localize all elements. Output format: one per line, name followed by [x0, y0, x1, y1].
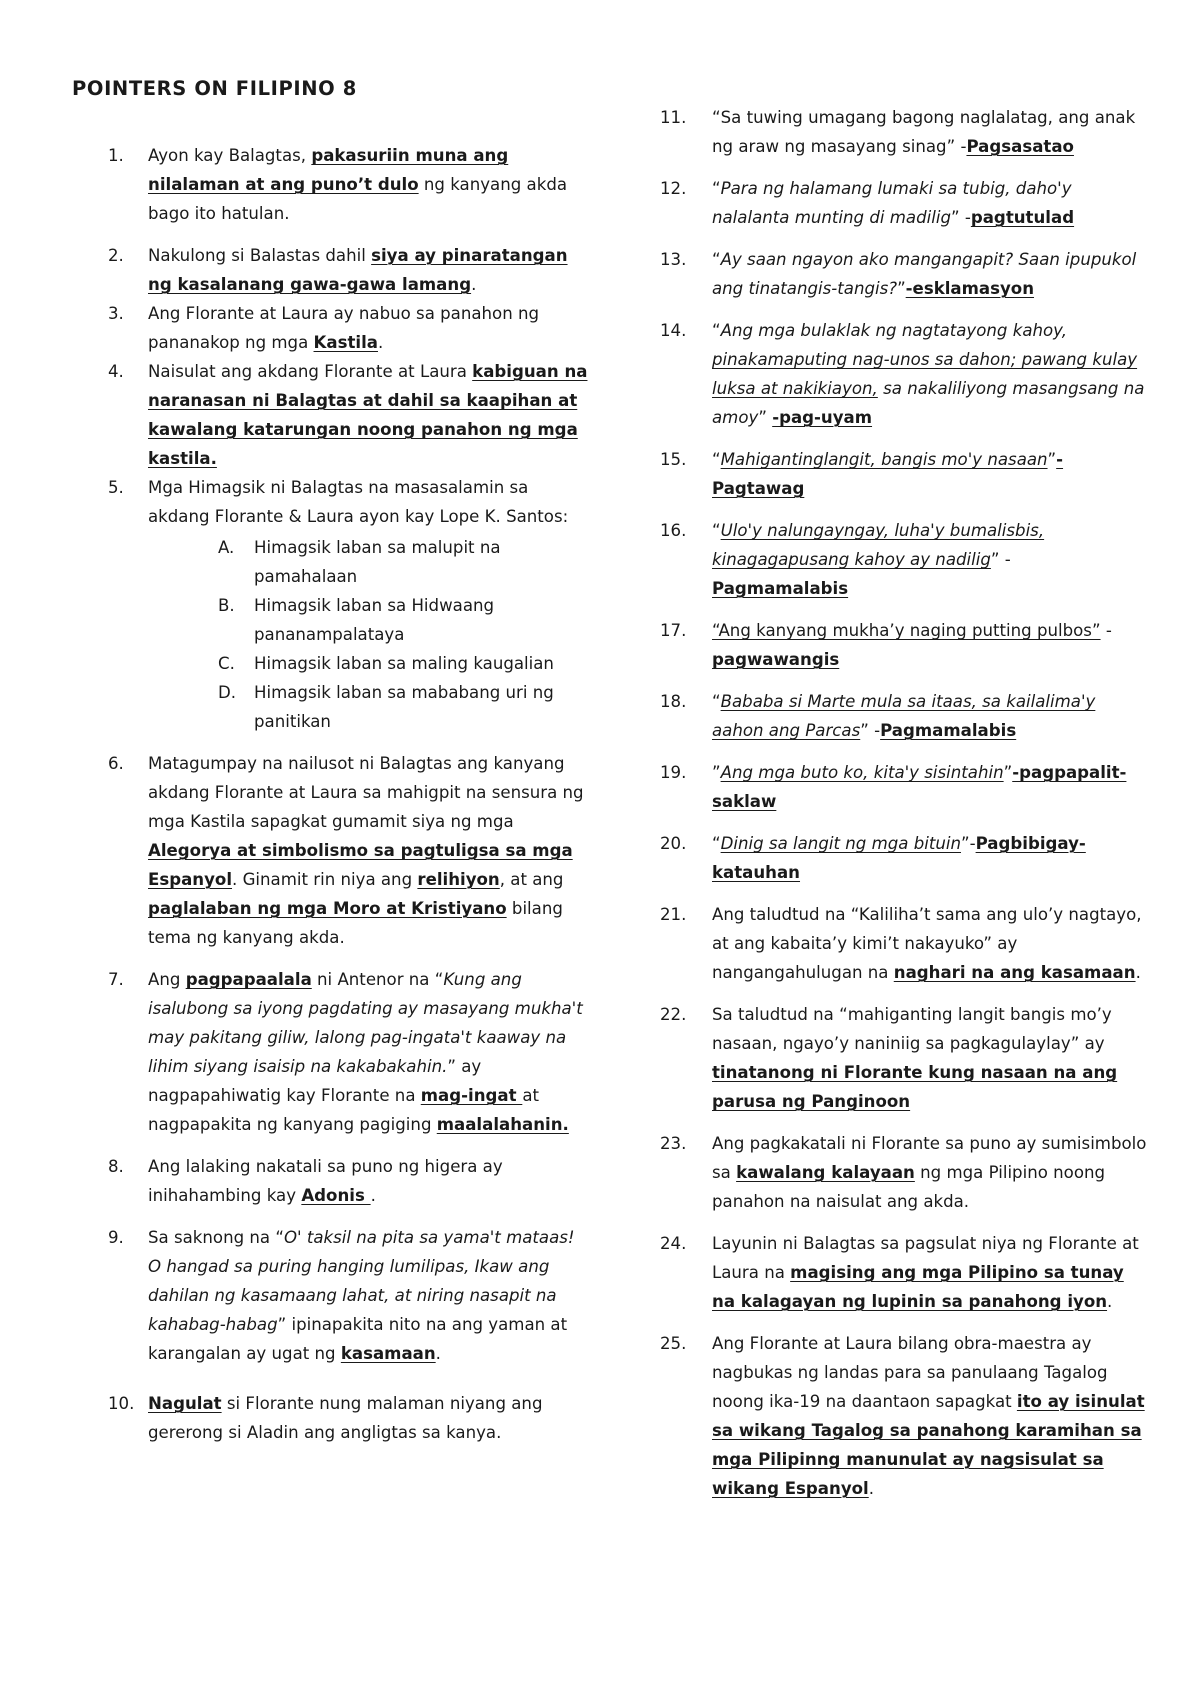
key-answer: naghari na ang kasamaan	[893, 963, 1136, 982]
item-number: 13.	[660, 250, 687, 269]
key-answer: mag-ingat	[420, 1086, 523, 1105]
quoted-verse: Ang mga bulaklak ng nagtatayong kahoy,	[720, 321, 1067, 340]
sub-list	[148, 533, 590, 736]
item-text: ” ay nagpapahiwatig kay Florante na	[148, 1057, 482, 1105]
item-number: 3.	[108, 304, 124, 323]
item-number: 18.	[660, 692, 687, 711]
list-item	[660, 900, 1152, 987]
key-answer: ito ay isinulat sa wikang Tagalog sa panahong karamihan sa mga Pilipinng manunulat ay nagsisulat sa wikang Espanyol	[712, 1392, 1145, 1498]
list-item	[660, 1129, 1152, 1216]
item-text: .	[435, 1344, 441, 1363]
item-text: Layunin ni Balagtas sa pagsulat niya ng Florante at Laura na	[712, 1234, 1139, 1282]
list-item	[108, 1152, 590, 1210]
key-answer: Alegorya at simbolismo sa pagtuligsa sa mga Espanyol	[148, 841, 573, 889]
item-number: 23.	[660, 1134, 687, 1153]
key-answer: kawalang kalayaan	[736, 1163, 915, 1182]
item-text: Ang	[148, 970, 186, 989]
sub-item-letter: A.	[218, 538, 235, 557]
item-number: 15.	[660, 450, 687, 469]
sub-list-item	[218, 591, 590, 649]
item-number: 10.	[108, 1394, 135, 1413]
list-item	[108, 1223, 590, 1368]
item-text: Ang pagkakatali ni Florante sa puno ay sumisimbolo sa	[712, 1134, 1147, 1182]
sub-item-text: Himagsik laban sa mababang uri ng panitikan	[254, 683, 554, 731]
key-answer: pagpapaalala	[185, 970, 312, 989]
sub-list-item	[218, 678, 590, 736]
item-number: 17.	[660, 621, 687, 640]
item-text: ng mga Pilipino noong panahon na naisulat ang akda.	[712, 1163, 1106, 1211]
item-text: .	[377, 333, 384, 352]
sub-list-item	[218, 533, 590, 591]
item-text: . Ginamit rin niya ang	[232, 870, 418, 889]
sub-item-text: Himagsik laban sa Hidwaang pananampalataya	[254, 596, 495, 644]
key-answer: Pagmamalabis	[880, 721, 1017, 740]
item-text: .	[471, 275, 477, 294]
item-text: ni Antenor na “	[311, 970, 444, 989]
list-item	[108, 473, 590, 736]
item-text: Sa taludtud na “mahiganting langit bangis mo’y nasaan, ngayo’y naniniig sa pagkagulaylay” ay	[712, 1005, 1112, 1053]
item-text: “	[712, 250, 721, 269]
list-item	[108, 299, 590, 357]
list-item	[108, 357, 590, 473]
sub-item-letter: C.	[218, 654, 235, 673]
quoted-verse: sa nakaliliyong masangsang na amoy	[712, 379, 1145, 427]
item-text: Ayon kay Balagtas,	[148, 146, 312, 165]
key-answer: Adonis	[301, 1186, 371, 1205]
list-item	[108, 749, 590, 952]
item-text: at nagpapakita ng kanyang pagiging	[148, 1086, 539, 1134]
item-text: -	[1100, 621, 1112, 640]
item-number: 11.	[660, 108, 687, 127]
item-text: .	[1107, 1292, 1113, 1311]
item-text: ”-	[961, 834, 976, 853]
key-answer: Pagbibigay-katauhan	[712, 834, 1086, 882]
quoted-verse-underlined: Ang mga buto ko, kita'y sisintahin	[720, 763, 1004, 782]
key-answer: pakasuriin muna ang nilalaman at ang puno’t dulo	[148, 146, 509, 194]
quoted-verse-underlined: Bababa si Marte mula sa itaas, sa kailalima'y aahon ang Parcas	[712, 692, 1096, 740]
key-answer: Pagmamalabis	[712, 579, 849, 598]
key-answer: tinatanong ni Florante kung nasaan na ang parusa ng Panginoon	[712, 1063, 1118, 1111]
list-item	[660, 103, 1152, 161]
key-answer: paglalaban ng mga Moro at Kristiyano	[148, 899, 507, 918]
item-text: , at ang	[499, 870, 564, 889]
item-text: .	[1135, 963, 1141, 982]
item-number: 20.	[660, 834, 687, 853]
key-answer: pagwawangis	[712, 650, 840, 669]
item-number: 9.	[108, 1228, 124, 1247]
item-text: “	[712, 692, 721, 711]
item-number: 21.	[660, 905, 687, 924]
item-text: Ang Florante at Laura bilang obra-maestra ay nagbukas ng landas para sa panulaang Tagalog noong ika-19 na daantaon sapagkat	[712, 1334, 1108, 1411]
quoted-verse: Ay saan ngayon ako mangangapit? Saan ipupukol ang tinatangis-tangis?	[712, 250, 1137, 298]
quoted-verse: Para ng halamang lumaki sa tubig, daho'y nalalanta munting di madilig	[712, 179, 1072, 227]
list-item	[660, 1000, 1152, 1116]
list-item	[660, 829, 1152, 887]
item-text: bilang tema ng kanyang akda.	[148, 899, 563, 947]
list-item	[660, 1229, 1152, 1316]
item-text: “Sa tuwing umagang bagong naglalatag, ang anak ng araw ng masayang sinag” -	[712, 108, 1136, 156]
key-answer: relihiyon	[417, 870, 500, 889]
sub-list-item	[218, 649, 590, 678]
sub-item-text: Himagsik laban sa maling kaugalian	[254, 654, 554, 673]
item-text: .	[868, 1479, 875, 1498]
key-answer: -pagpapalit-saklaw	[712, 763, 1127, 811]
quoted-verse-underlined: Mahigantinglangit, bangis mo'y nasaan	[720, 450, 1048, 469]
key-answer: Nagulat	[148, 1394, 222, 1413]
list-item	[660, 687, 1152, 745]
list-item	[108, 141, 590, 228]
item-text: Sa saknong na “	[148, 1228, 284, 1247]
item-number: 25.	[660, 1334, 687, 1353]
item-text-underlined: “Ang kanyang mukha’y naging putting pulbos”	[712, 621, 1101, 640]
item-text: Ang lalaking nakatali sa puno ng higera ay inihahambing kay	[148, 1157, 503, 1205]
item-number: 2.	[108, 246, 124, 265]
key-answer: pagtutulad	[970, 208, 1075, 227]
item-text: Naisulat ang akdang Florante at Laura	[148, 362, 473, 381]
item-number: 12.	[660, 179, 687, 198]
key-answer: -Pagtawag	[712, 450, 1064, 498]
quoted-verse-underlined: Ulo'y nalungayngay, luha'y bumalisbis, kinagagapusang kahoy ay nadilig	[712, 521, 1045, 569]
item-text: “	[712, 321, 721, 340]
key-answer: siya ay pinaratangan ng kasalanang gawa-gawa lamang	[148, 246, 568, 294]
list-item	[660, 174, 1152, 232]
item-text: .	[370, 1186, 376, 1205]
item-text: ”	[1047, 450, 1057, 469]
item-number: 7.	[108, 970, 124, 989]
sub-item-text: Himagsik laban sa malupit na pamahalaan	[254, 538, 501, 586]
item-text: ” ipinapakita nito na ang yaman at karangalan ay ugat ng	[148, 1315, 568, 1363]
page-title: POINTERS ON FILIPINO 8	[72, 77, 357, 100]
sub-item-letter: B.	[218, 596, 235, 615]
item-text: Ang taludtud na “Kaliliha’t sama ang ulo’y nagtayo, at ang kabaita’y kimi’t nakayuko” ay nangangahulugan na	[712, 905, 1142, 982]
item-text: ng kanyang akda bago ito hatulan.	[148, 175, 568, 223]
list-item	[660, 1329, 1152, 1503]
item-number: 1.	[108, 146, 124, 165]
item-number: 16.	[660, 521, 687, 540]
list-item	[108, 241, 590, 299]
list-item	[660, 616, 1152, 674]
key-answer: -esklamasyon	[905, 279, 1035, 298]
quoted-verse: O' taksil na pita sa yama't mataas! O hangad sa puring hanging lumilipas, Ikaw ang dahilan ng kasamaang lahat, at niring nasapit na kahabag-habag	[148, 1228, 575, 1334]
sub-item-letter: D.	[218, 683, 237, 702]
item-number: 14.	[660, 321, 687, 340]
item-number: 24.	[660, 1234, 687, 1253]
item-text: ”	[712, 763, 721, 782]
key-answer: kabiguan na naranasan ni Balagtas at dahil sa kaapihan at kawalang katarungan noong panahon ng mga kastila.	[148, 362, 588, 468]
list-item	[660, 445, 1152, 503]
quoted-verse-underlined: pinakamaputing nag-unos sa dahon; pawang kulay luksa at nakikiayon,	[712, 350, 1138, 398]
item-text: ” -	[951, 208, 971, 227]
key-answer: Kastila	[313, 333, 378, 352]
item-text: Nakulong si Balastas dahil	[148, 246, 372, 265]
item-text: Ang Florante at Laura ay nabuo sa panahon ng pananakop ng mga	[148, 304, 540, 352]
list-item	[108, 965, 590, 1139]
item-text: “	[712, 179, 721, 198]
item-number: 8.	[108, 1157, 124, 1176]
item-text: Matagumpay na nailusot ni Balagtas ang kanyang akdang Florante at Laura sa mahigpit na sensura ng mga Kastila sapagkat gumamit siya ng mga	[148, 754, 584, 831]
item-number: 4.	[108, 362, 124, 381]
quoted-verse-underlined: Dinig sa langit ng mga bituin	[720, 834, 961, 853]
item-text: “	[712, 521, 721, 540]
pointers-list-left	[108, 141, 590, 1460]
pointers-list-right	[660, 103, 1152, 1516]
quoted-verse: Kung ang isalubong sa iyong pagdating ay masayang mukha't may pakitang giliw, lalong pag-ingata't kaaway na lihim siyang isaisip na kakabakahin.	[148, 970, 583, 1076]
list-item	[108, 1389, 590, 1447]
list-item	[660, 245, 1152, 303]
key-answer: -pag-uyam	[772, 408, 873, 427]
key-answer: Pagsasatao	[966, 137, 1074, 156]
list-item	[660, 516, 1152, 603]
key-answer: kasamaan	[340, 1344, 436, 1363]
key-answer: maalalahanin.	[436, 1115, 569, 1134]
item-text: ”	[758, 408, 773, 427]
item-text: ”	[1003, 763, 1013, 782]
list-item	[660, 316, 1152, 432]
key-answer: magising ang mga Pilipino sa tunay na kalagayan ng lupinin sa panahong iyon	[712, 1263, 1124, 1311]
item-text: si Florante nung malaman niyang ang gererong si Aladin ang angligtas sa kanya.	[148, 1394, 543, 1442]
list-item	[660, 758, 1152, 816]
item-number: 19.	[660, 763, 687, 782]
item-text: ” -	[860, 721, 881, 740]
item-text: “	[712, 450, 721, 469]
item-text: Mga Himagsik ni Balagtas na masasalamin sa akdang Florante & Laura ayon kay Lope K. Santos:	[148, 478, 569, 526]
item-number: 6.	[108, 754, 124, 773]
item-text: ” -	[990, 550, 1011, 569]
item-text: ”	[897, 279, 906, 298]
item-number: 5.	[108, 478, 124, 497]
item-text: “	[712, 834, 721, 853]
item-number: 22.	[660, 1005, 687, 1024]
